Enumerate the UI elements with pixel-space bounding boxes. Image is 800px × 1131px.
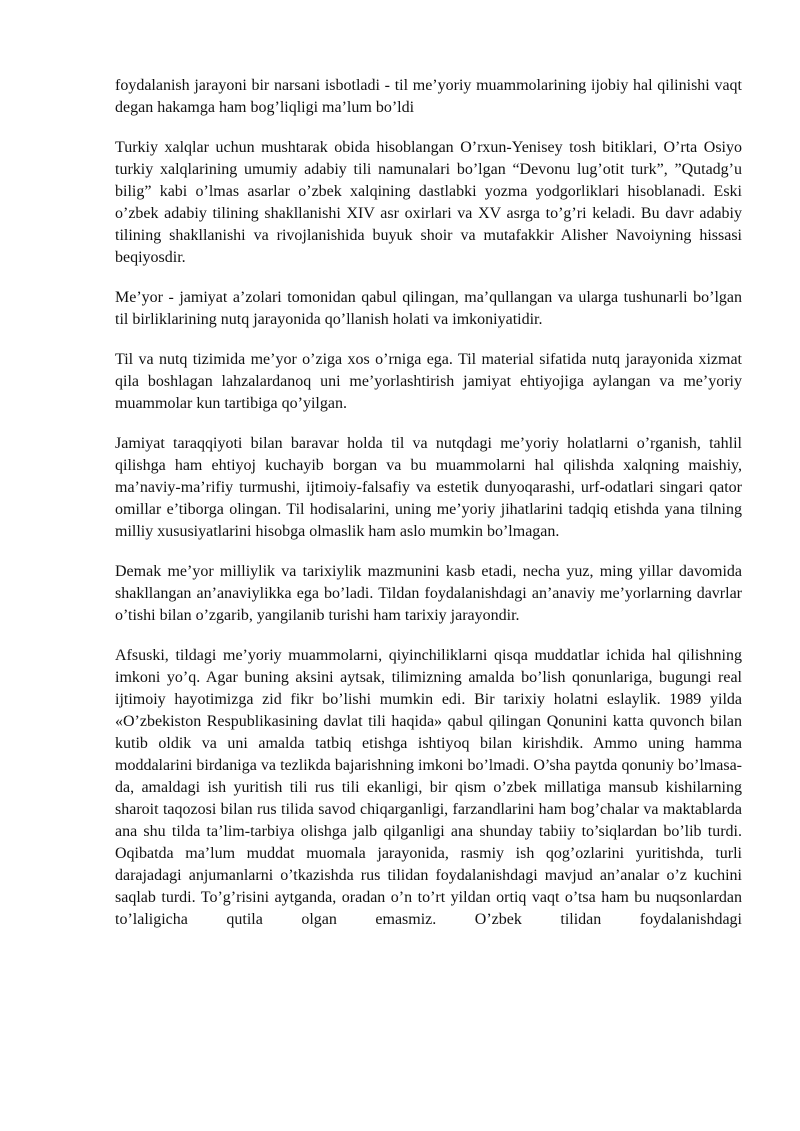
paragraph-5: Jamiyat taraqqiyoti bilan baravar holda til va nutqdagi me’yoriy holatlarni o’rganish, tahlil qilishga ham ehtiyoj kuchayib borgan va bu muammolarni hal qilishda xalqning maishiy, ma’naviy-ma’rifiy turmushi, ijtimoiy-falsafiy va estetik dunyoqarashi, urf-odatlari singari qator omillar e’tiborga olingan. Til hodisalarini, uning me’yoriy jihatlarini tadqiq etishda yana tilning milliy xususiyatlarini hisobga olmaslik ham aslo mumkin bo’lmagan. [115,435,742,540]
paragraph-7: Afsuski, tildagi me’yoriy muammolarni, qiyinchiliklarni qisqa muddatlar ichida hal qilishning imkoni yo’q. Agar buning aksini aytsak, tilimizning amalda bo’lish qonunlariga, bugungi real ijtimoiy hayotimizga zid fikr bo’lishi mumkin edi. Bir tarixiy holatni eslaylik. 1989 yilda «O’zbekiston Respublikasining davlat tili haqida» qabul qilingan Qonunini katta quvonch bilan kutib oldik va uni amalda tatbiq etishga ishtiyoq bilan kirishdik. Ammo uning hamma moddalarini birdaniga va tezlikda bajarishning imkoni bo’lmadi. O’sha paytda qonuniy bo’lmasa-da, amaldagi ish yuritish tili rus tili ekanligi, bir qism o’zbek millatiga mansub kishilarning sharoit taqozosi bilan rus tilida savod chiqarganligi, farzandlarini ham bog’chalar va maktablarda ana shu tilda ta’lim-tarbiya olishga jalb qilganligi ana shunday tabiiy to’siqlardan bo’lib turdi. Oqibatda ma’lum muddat muomala jarayonida, rasmiy ish qog’ozlarini yuritishda, turli darajadagi anjumanlarni o’tkazishda rus tilidan foydalanishdagi mavjud an’analar o’z kuchini saqlab turdi. To’g’risini aytganda, oradan o’n to’rt yildan ortiq vaqt o’tsa ham bu nuqsonlardan to’laligicha qutila olgan emasmiz. O’zbek tilidan foydalanishdagi [115,647,742,928]
paragraph-1: foydalanish jarayoni bir narsani isbotladi - til me’yoriy muammolarining ijobiy hal qilinishi vaqt degan hakamga ham bog’liqligi ma’lum bo’ldi [115,77,742,116]
paragraph-3: Me’yor - jamiyat a’zolari tomonidan qabul qilingan, ma’qullangan va ularga tushunarli bo’lgan til birliklarining nutq jarayonida qo’llanish holati va imkoniyatidir. [115,289,742,328]
document-page [115,75,742,931]
paragraph-4: Til va nutq tizimida me’yor o’ziga xos o’rniga ega. Til material sifatida nutq jarayonida xizmat qila boshlagan lahzalardanoq uni me’yorlashtirish jamiyat ehtiyojiga aylangan va me’yoriy muammolar kun tartibiga qo’yilgan. [115,351,742,412]
paragraph-2: Turkiy xalqlar uchun mushtarak obida hisoblangan O’rxun-Yenisey tosh bitiklari, O’rta Osiyo turkiy xalqlarining umumiy adabiy tili namunalari bo’lgan “Devonu lug’otit turk”, ”Qutadg’u bilig” kabi o’lmas asarlar o’zbek xalqining dastlabki yozma yodgorliklari hisoblanadi. Eski o’zbek adabiy tilining shakllanishi XIV asr oxirlari va XV asrga to’g’ri keladi. Bu davr adabiy tilining shakllanishi va rivojlanishida buyuk shoir va mutafakkir Alisher Navoiyning hissasi beqiyosdir. [115,139,742,266]
paragraph-6: Demak me’yor milliylik va tarixiylik mazmunini kasb etadi, necha yuz, ming yillar davomida shakllangan an’anaviylikka ega bo’ladi. Tildan foydalanishdagi an’anaviy me’yorlarning davrlar o’tishi bilan o’zgarib, yangilanib turishi ham tarixiy jarayondir. [115,563,742,624]
